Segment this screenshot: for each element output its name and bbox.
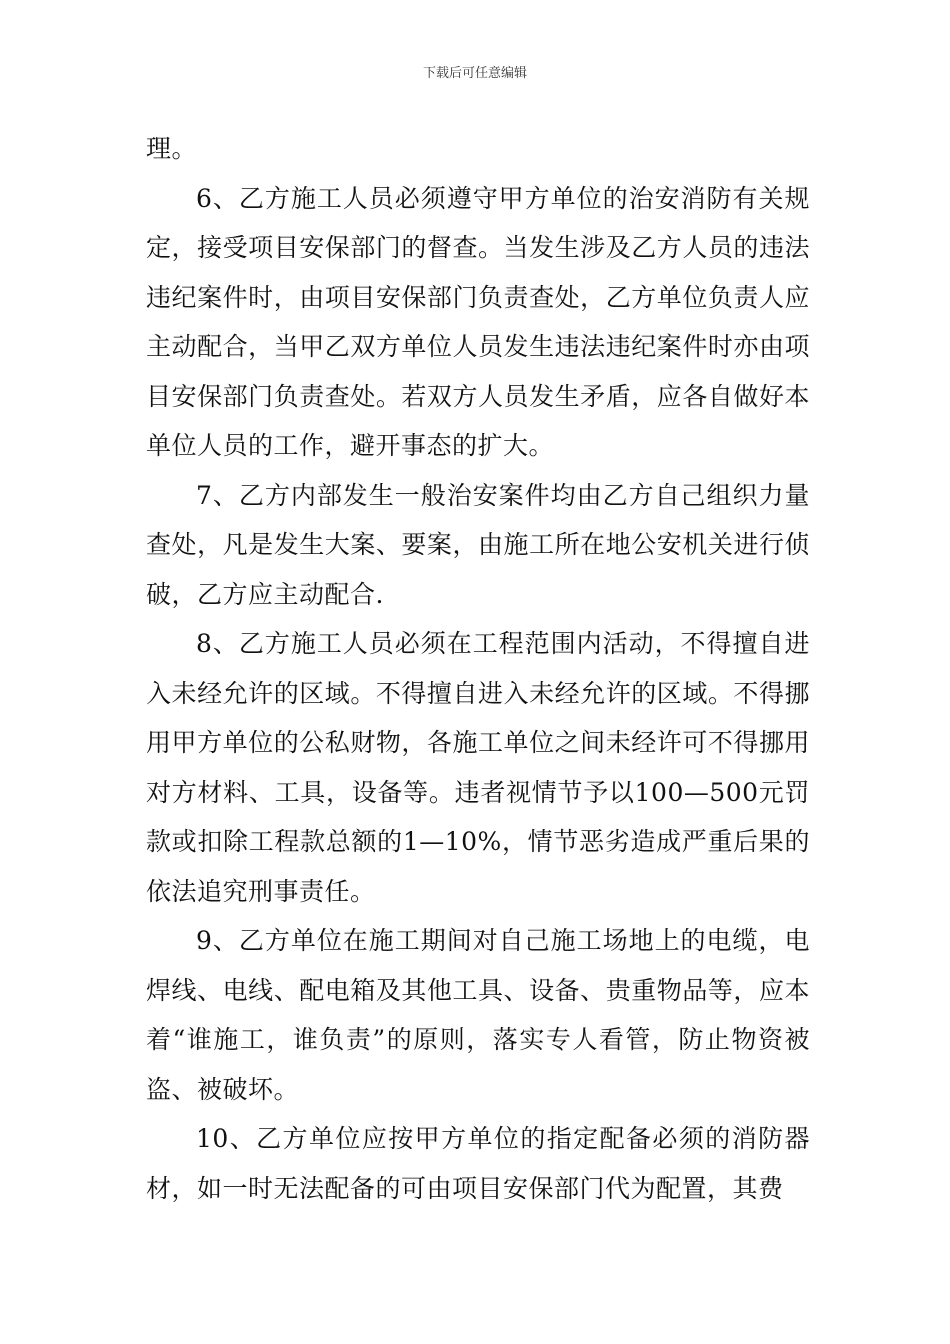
paragraph-clause-8: 8、乙方施工人员必须在工程范围内活动，不得擅自进入未经允许的区域。不得擅自进入未经允许的区域。不得挪用甲方单位的公私财物，各施工单位之间未经许可不得挪用对方材料、工具，设备等。违者视情节予以100—500元罚款或扣除工程款总额的1—10%，情节恶劣造成严重后果的依法追究刑事责任。 [146,629,810,906]
document-body [146,124,810,1213]
paragraph-clause-9: 9、乙方单位在施工期间对自己施工场地上的电缆，电焊线、电线、配电箱及其他工具、设备、贵重物品等，应本着“谁施工，谁负责”的原则，落实专人看管，防止物资被盗、被破坏。 [146,926,810,1104]
paragraph-continuation: 理。 [146,134,198,163]
paragraph-clause-6: 6、乙方施工人员必须遵守甲方单位的治安消防有关规定，接受项目安保部门的督查。当发生涉及乙方人员的违法违纪案件时，由项目安保部门负责查处，乙方单位负责人应主动配合，当甲乙双方单位人员发生违法违纪案件时亦由项目安保部门负责查处。若双方人员发生矛盾，应各自做好本单位人员的工作，避开事态的扩大。 [146,183,810,460]
page-header-note: 下载后可任意编辑 [422,66,527,81]
paragraph-clause-10: 10、乙方单位应按甲方单位的指定配备必须的消防器材，如一时无法配备的可由项目安保部门代为配置，其费 [146,1124,810,1203]
paragraph-clause-7: 7、乙方内部发生一般治安案件均由乙方自己组织力量查处，凡是发生大案、要案，由施工所在地公安机关进行侦破，乙方应主动配合. [146,480,810,609]
